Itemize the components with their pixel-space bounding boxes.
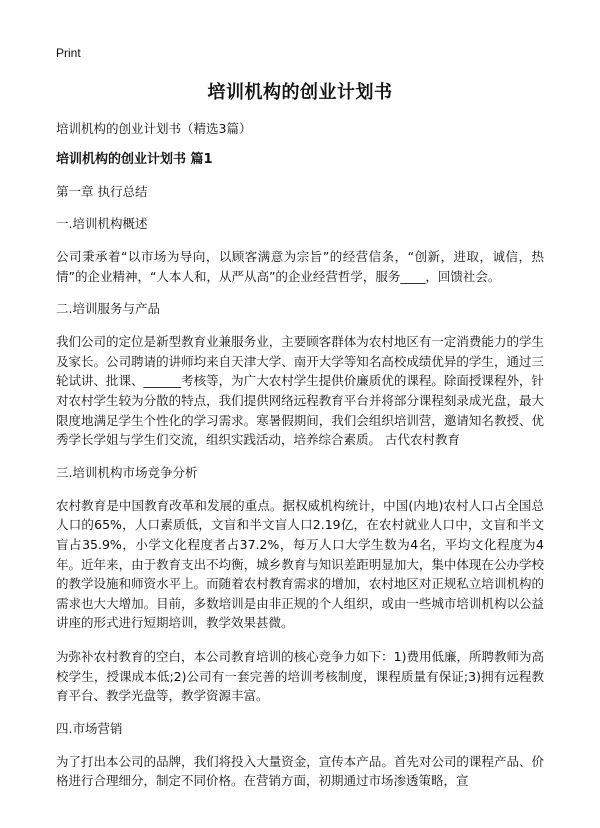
document-body bbox=[56, 120, 544, 805]
section-heading: 三.培训机构市场竞争分析 bbox=[56, 464, 198, 480]
section-paragraph: 为了打出本公司的品牌，我们将投入大量资金，宣传本产品。首先对公司的课程产品、价格进行合理细分，制定不同价格。在营销方面，初期通过市场渗透策略，宣 bbox=[56, 753, 544, 789]
section-paragraph: 农村教育是中国教育改革和发展的重点。据权威机构统计，中国(内地)农村人口占全国总人口的65%，人口素质低，文盲和半文盲人口2.19亿，在农村就业人口中，文盲和半文盲占35.9%，小学文化程度者占37.2%，每万人口大学生数为4名，平均文化程度为4年。近年来，由于教育支出不均衡，城乡教育与知识差距明显加大，集中体现在公办学校的教学设施和师资水平上。而随着农村教育需求的增加，农村地区对正规私立培训机构的需求也大大增加。目前，多数培训是由非正规的个人组织，或由一些城市培训机构以公益讲座的形式进行短期培训，教学效果甚微。 bbox=[56, 497, 544, 631]
section-services bbox=[56, 300, 544, 450]
print-link[interactable]: Print bbox=[56, 46, 81, 60]
page-title: 培训机构的创业计划书 bbox=[207, 82, 393, 103]
section-marketing bbox=[56, 720, 544, 791]
chapter-heading: 第一章 执行总结 bbox=[56, 184, 148, 199]
section-overview bbox=[56, 215, 544, 286]
document-subtitle: 培训机构的创业计划书（精选3篇） bbox=[56, 121, 252, 136]
section-paragraph: 公司秉承着“以市场为导向，以顾客满意为宗旨”的经营信条，“创新，进取，诚信，热情”的企业精神，“人本人和，从严从高”的企业经营哲学，服务____，回馈社会。 bbox=[56, 249, 544, 284]
section-paragraph: 我们公司的定位是新型教育业兼服务业，主要顾客群体为农村地区有一定消费能力的学生及家长。公司聘请的讲师均来自天津大学、南开大学等知名高校成绩优异的学生，通过三轮试讲、批课、______考核等，为广大农村学生提供价廉质优的课程。除面授课程外，针对农村学生较为分散的特点，我们提供网络远程教育平台并将部分课程刻录成光盘，最大限度地满足学生个性化的学习需求。寒暑假期间，我们会组织培训营，邀请知名教授、优秀学长学姐与学生们交流，组织实践活动，培养综合素质。 古代农村教育 bbox=[56, 334, 544, 448]
article-title: 培训机构的创业计划书 篇1 bbox=[56, 152, 213, 167]
section-paragraph: 为弥补农村教育的空白，本公司教育培训的核心竞争力如下：1)费用低廉，所聘教师为高校学生，授课成本低;2)公司有一套完善的培训考核制度，课程质量有保证;3)拥有远程教育平台、教学光盘等，教学资源丰富。 bbox=[56, 648, 544, 704]
section-heading: 二.培训服务与产品 bbox=[56, 301, 160, 317]
section-heading: 四.市场营销 bbox=[56, 720, 123, 736]
section-competition bbox=[56, 464, 544, 706]
section-heading: 一.培训机构概述 bbox=[56, 216, 148, 231]
